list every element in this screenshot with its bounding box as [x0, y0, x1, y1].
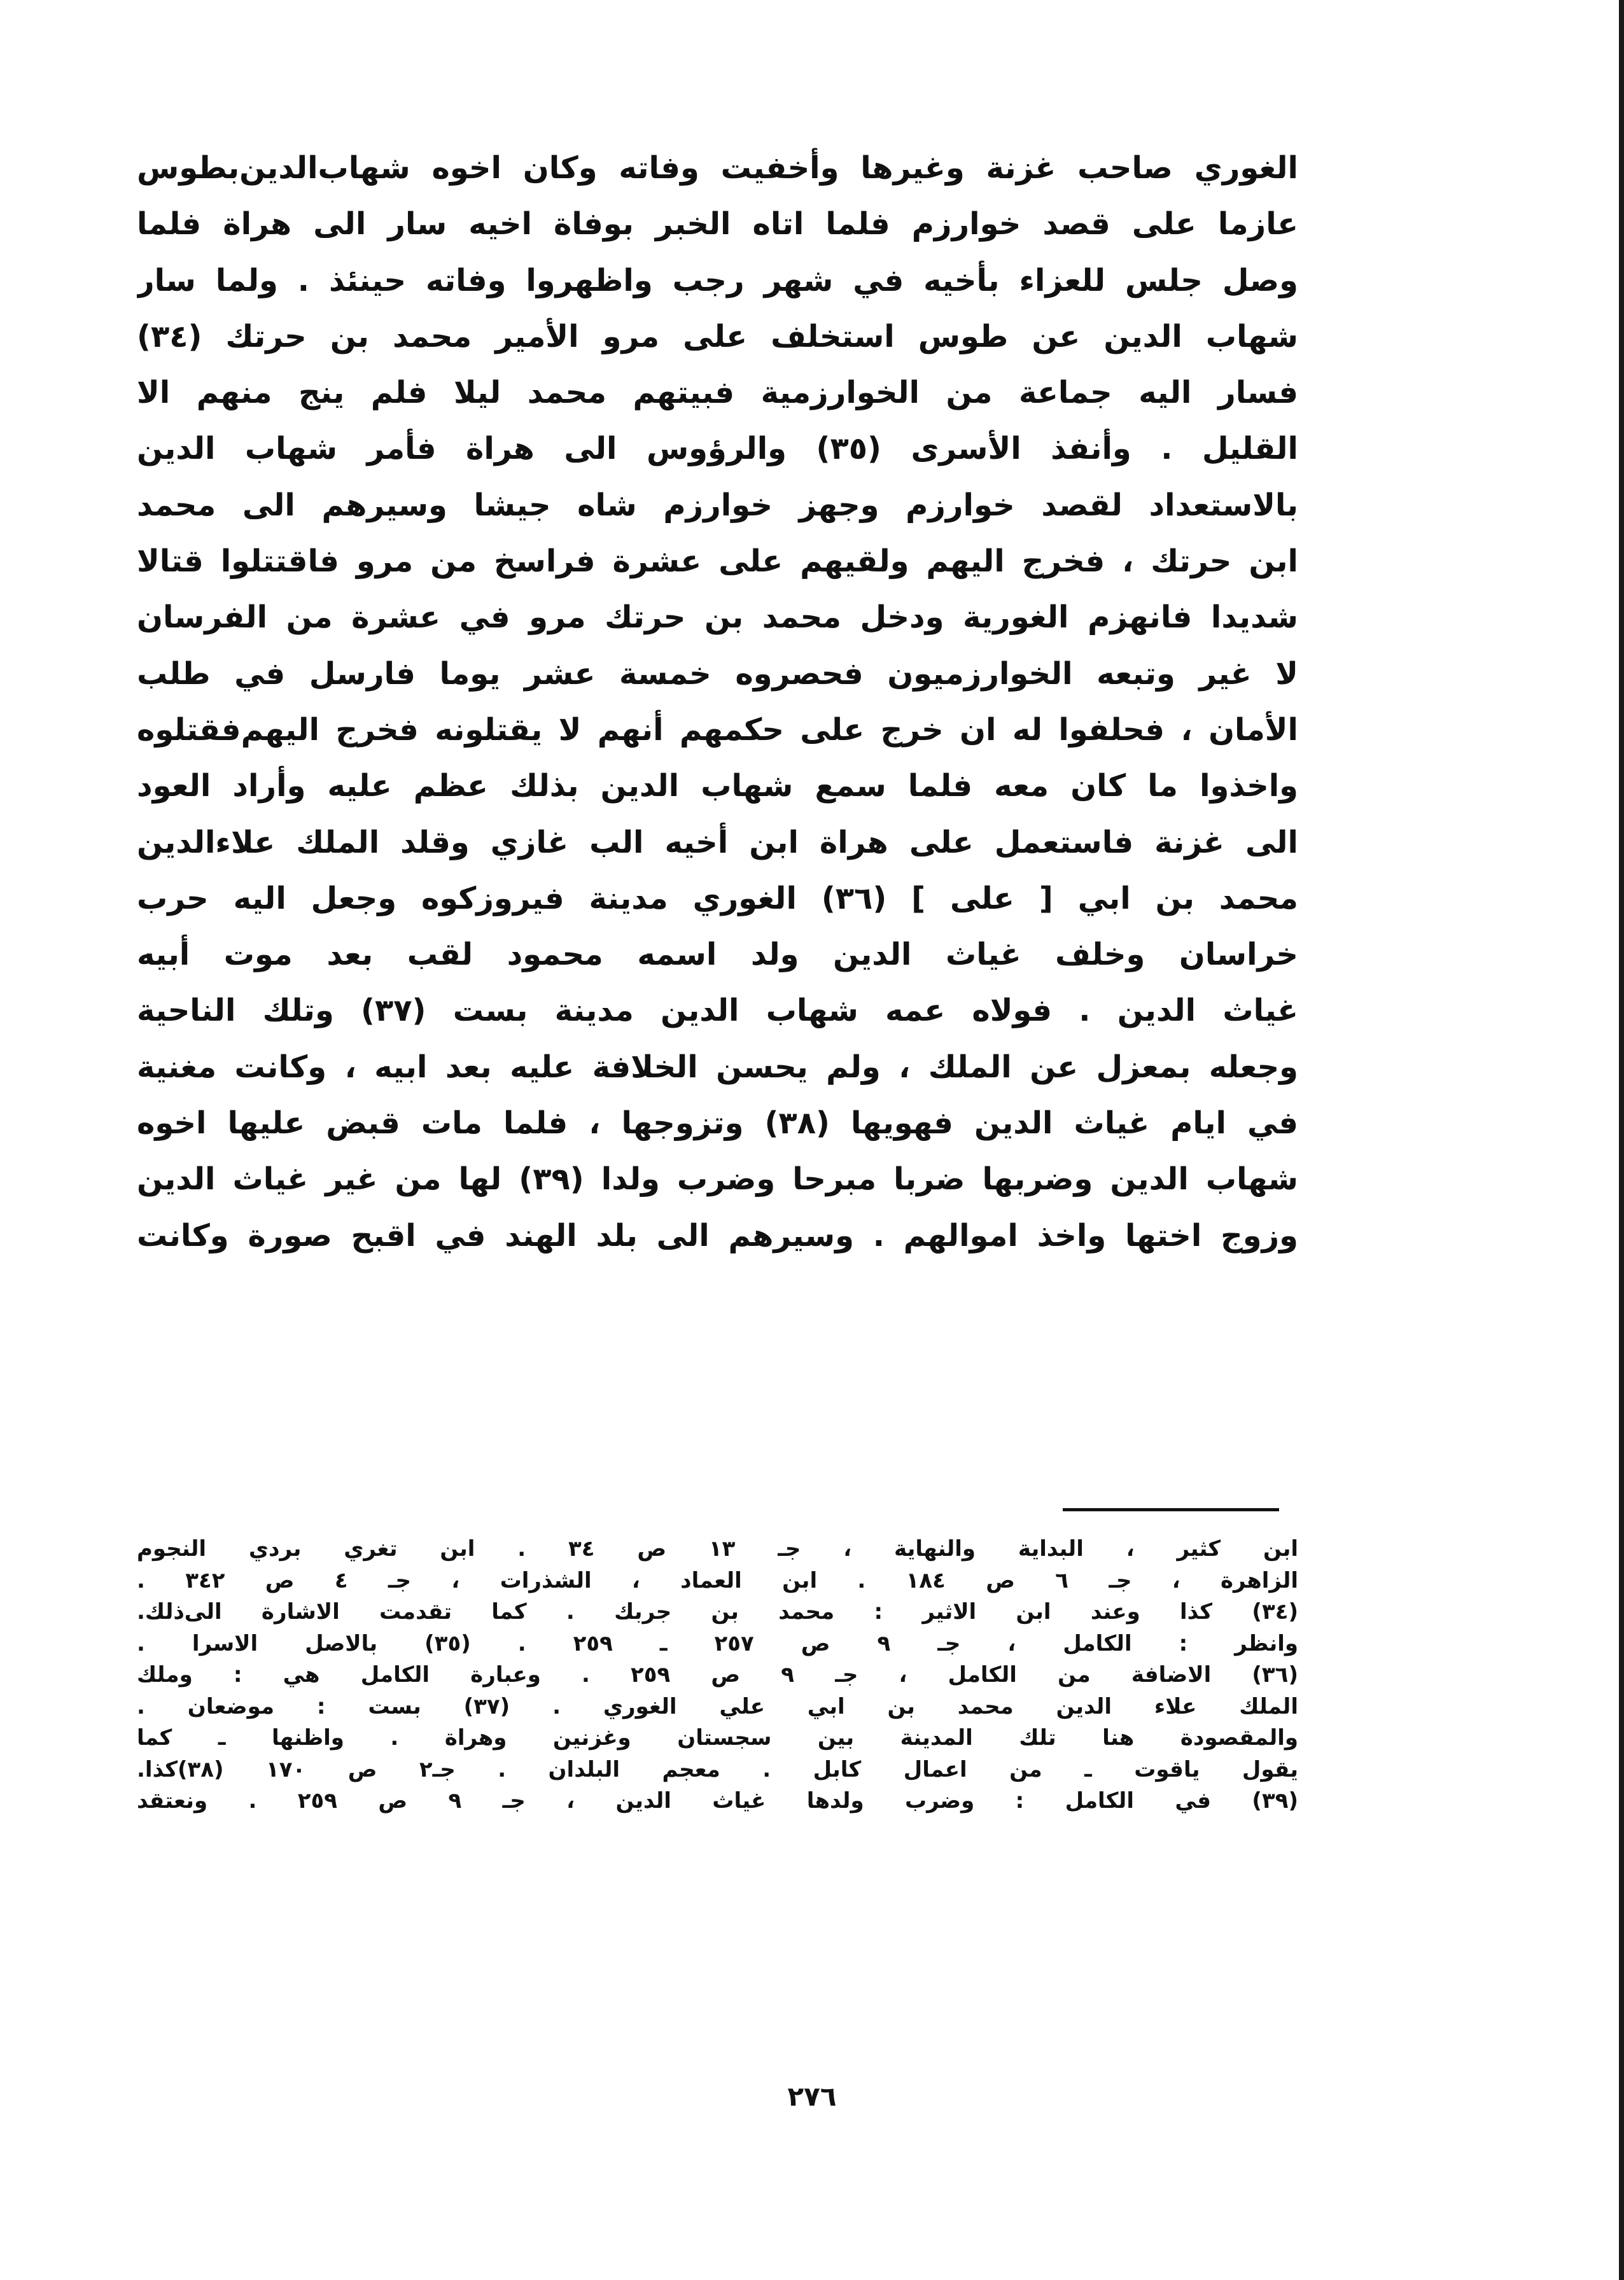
footnote-line: الزاهرة ، جـ ٦ ص ١٨٤ . ابن العماد ، الشذرات ، جـ ٤ ص ٣٤٢ .: [137, 1567, 1298, 1593]
main-text-line: شهاب الدين وضربها ضربا مبرحا وضرب ولدا (٣٩) لها من غير غياث الدين: [137, 1161, 1298, 1198]
main-text-line: محمد بن ابي [ على ] (٣٦) الغوري مدينة فيروزكوه وجعل اليه حرب: [137, 880, 1298, 916]
main-text-line: وجعله بمعزل عن الملك ، ولم يحسن الخلافة عليه بعد ابيه ، وكانت مغنية: [137, 1049, 1298, 1085]
main-text: [137, 140, 1298, 1264]
main-text-line: فسار اليه جماعة من الخوارزمية فبيتهم محمد ليلا فلم ينج منهم الا: [137, 375, 1298, 411]
footnote-line: ابن كثير ، البداية والنهاية ، جـ ١٣ ص ٣٤ . ابن تغري بردي النجوم: [137, 1536, 1298, 1562]
main-text-line: شديدا فانهزم الغورية ودخل محمد بن حرتك مرو في عشرة من الفرسان: [137, 599, 1298, 636]
footnote-line: يقول ياقوت ـ من اعمال كابل . معجم البلدان . جـ٢ ص ١٧٠ (٣٨)كذا.: [137, 1756, 1298, 1782]
footnote-line: والمقصودة هنا تلك المدينة بين سجستان وغزنين وهراة . واظنها ـ كما: [137, 1725, 1298, 1751]
main-text-line: وزوج اختها واخذ اموالهم . وسيرهم الى بلد الهند في اقبح صورة وكانت: [137, 1217, 1298, 1254]
main-text-line: شهاب الدين عن طوس استخلف على مرو الأمير محمد بن حرتك (٣٤): [137, 318, 1298, 354]
main-text-line: بالاستعداد لقصد خوارزم وجهز خوارزم شاه جيشا وسيرهم الى محمد: [137, 487, 1298, 523]
page-edge: [1619, 0, 1624, 2280]
main-text-line: غياث الدين . فولاه عمه شهاب الدين مدينة بست (٣٧) وتلك الناحية: [137, 993, 1298, 1029]
footnotes: [137, 1534, 1298, 1817]
main-text-line: خراسان وخلف غياث الدين ولد اسمه محمود لقب بعد موت أبيه: [137, 937, 1298, 973]
footnote-line: الملك علاء الدين محمد بن ابي علي الغوري . (٣٧) بست : موضعان .: [137, 1693, 1298, 1719]
main-text-line: واخذوا ما كان معه فلما سمع شهاب الدين بذلك عظم عليه وأراد العود: [137, 768, 1298, 804]
main-text-line: في ايام غياث الدين فهويها (٣٨) وتزوجها ، فلما مات قبض عليها اخوه: [137, 1105, 1298, 1142]
main-text-line: الغوري صاحب غزنة وغيرها وأخفيت وفاته وكان اخوه شهاب‌الدين‌بطوس: [137, 150, 1298, 186]
main-text-line: الأمان ، فحلفوا له ان خرج على حكمهم أنهم لا يقتلونه فخرج اليهم‌فقتلوه: [137, 711, 1298, 748]
footnote-line: وانظر : الكامل ، جـ ٩ ص ٢٥٧ ـ ٢٥٩ . (٣٥) بالاصل الاسرا .: [137, 1630, 1298, 1656]
footnote-line: (٣٦) الاضافة من الكامل ، جـ ٩ ص ٢٥٩ . وعبارة الكامل هي : وملك: [137, 1662, 1298, 1688]
main-text-line: عازما على قصد خوارزم فلما اتاه الخبر بوفاة اخيه سار الى هراة فلما: [137, 206, 1298, 242]
footnote-line: (٣٤) كذا وعند ابن الاثير : محمد بن جربك . كما تقدمت الاشارة الى‌ذلك.: [137, 1599, 1298, 1625]
main-text-line: لا غير وتبعه الخوارزميون فحصروه خمسة عشر يوما فارسل في طلب: [137, 655, 1298, 692]
main-text-line: وصل جلس للعزاء بأخيه في شهر رجب واظهروا وفاته حينئذ . ولما سار: [137, 262, 1298, 298]
footnote-separator: [1063, 1508, 1279, 1511]
main-text-line: ابن حرتك ، فخرج اليهم ولقيهم على عشرة فراسخ من مرو فاقتتلوا قتالا: [137, 543, 1298, 580]
footnote-line: (٣٩) في الكامل : وضرب ولدها غياث الدين ، جـ ٩ ص ٢٥٩ . ونعتقد: [137, 1788, 1298, 1814]
page-number: ٢٧٦: [787, 2081, 837, 2112]
main-text-line: الى غزنة فاستعمل على هراة ابن أخيه الب غازي وقلد الملك علاءالدين: [137, 824, 1298, 860]
main-text-line: القليل . وأنفذ الأسرى (٣٥) والرؤوس الى هراة فأمر شهاب الدين: [137, 431, 1298, 467]
